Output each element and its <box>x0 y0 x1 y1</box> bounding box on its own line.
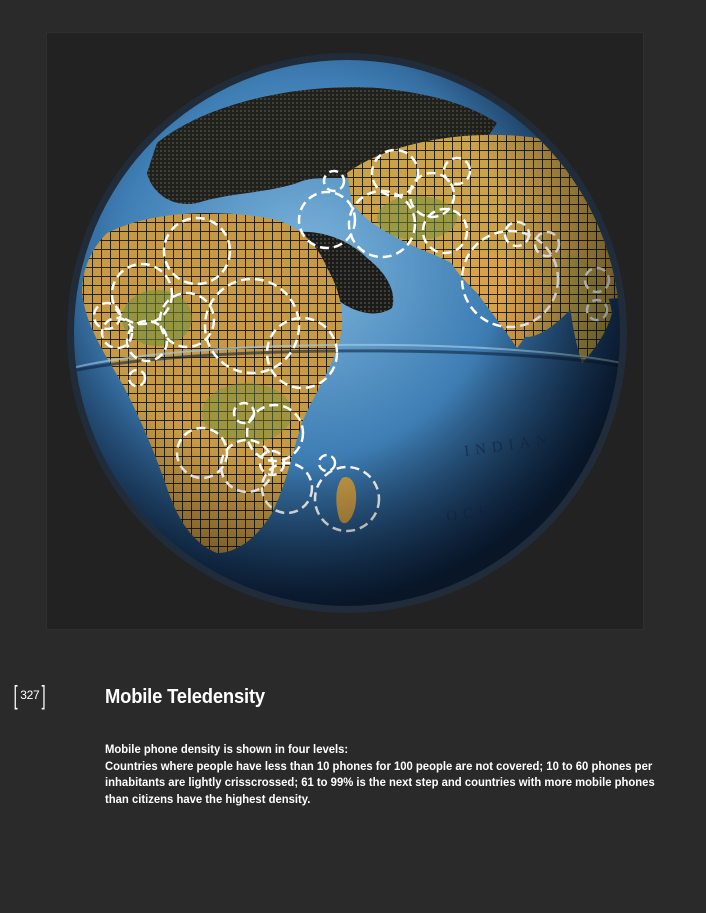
page-title: Mobile Teledensity <box>105 686 265 708</box>
globe-photo <box>46 32 644 630</box>
bracket-left-icon: [ <box>13 680 18 710</box>
globe-shading <box>74 60 620 606</box>
caption <box>105 741 669 807</box>
page-number-value: 327 <box>20 688 40 702</box>
caption-line-1: Mobile phone density is shown in four levels: <box>105 742 349 756</box>
bracket-right-icon: ] <box>41 680 46 710</box>
caption-line-2: Countries where people have less than 10 phones for 100 people are not covered; 10 to 60 phones per inhabitants are lightly crisscrossed; 61 to 99% is the next step and countries with more mobile phones than citizens have the highest density. <box>105 758 655 806</box>
page-number <box>12 682 48 708</box>
globe-illustration <box>47 33 643 629</box>
